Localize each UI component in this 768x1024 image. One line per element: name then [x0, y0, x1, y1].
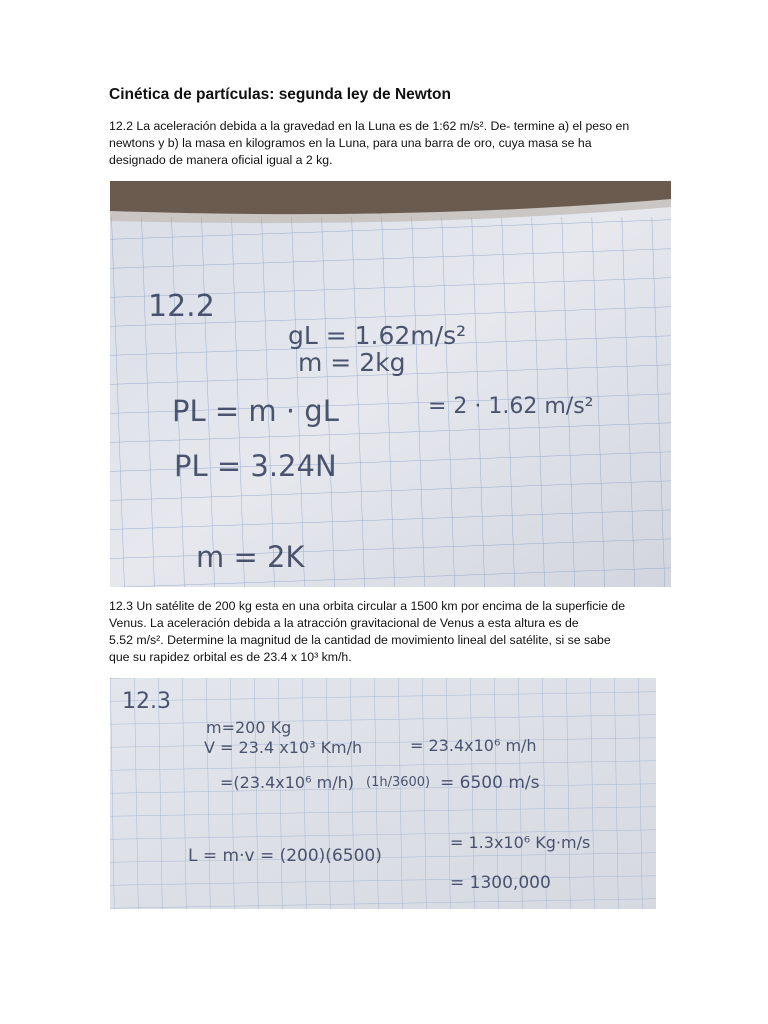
hw-line: V = 23.4 x10³ Km/h [204, 738, 363, 757]
hw-line: m = 2K [196, 540, 305, 574]
problem-12-2-line: newtons y b) la masa en kilogramos en la Luna, para una barra de oro, cuya masa se ha [109, 136, 592, 150]
hw-line: m=200 Kg [206, 718, 292, 737]
hw-line: m = 2kg [298, 348, 406, 377]
hw-line: = 1300,000 [450, 873, 551, 893]
problem-12-2-line: designado de manera oficial igual a 2 kg. [109, 153, 333, 167]
problem-12-2-line: 12.2 La aceleración debida a la gravedad en la Luna es de 1:62 m/s². De- termine a) el peso en [109, 119, 630, 133]
problem-12-3-line: 12.3 Un satélite de 200 kg esta en una orbita circular a 1500 km por encima de la superficie de [109, 599, 626, 613]
hw-line: L = m·v = (200)(6500) [188, 846, 382, 866]
problem-12-2-text [109, 118, 669, 169]
hw-line: PL = m · gL [172, 394, 339, 428]
hw-line: PL = 3.24N [174, 449, 337, 483]
hw-line: 12.2 [148, 289, 215, 324]
problem-12-3-line: que su rapidez orbital es de 23.4 x 10³ km/h. [109, 650, 352, 664]
hw-line: = 6500 m/s [440, 773, 540, 793]
hw-line: = 2 · 1.62 m/s² [428, 394, 594, 419]
hw-line: (1h/3600) [366, 775, 431, 790]
page-title: Cinética de partículas: segunda ley de Newton [109, 86, 451, 103]
hw-line: = 1.3x10⁶ Kg·m/s [450, 833, 591, 852]
hw-line: = 23.4x10⁶ m/h [410, 736, 537, 755]
problem-12-3-line: Venus. La aceleración debida a la atracción gravitacional de Venus a esta altura es de [109, 616, 579, 630]
handwritten-photo-12-3 [110, 678, 656, 909]
hw-line: gL = 1.62m/s² [288, 321, 467, 350]
hw-line: 12.3 [122, 689, 171, 714]
handwritten-photo-12-2 [110, 181, 671, 587]
problem-12-3-text [109, 598, 669, 666]
problem-12-3-line: 5.52 m/s². Determine la magnitud de la cantidad de movimiento lineal del satélite, si se sabe [109, 633, 611, 647]
hw-line: =(23.4x10⁶ m/h) [220, 773, 354, 792]
